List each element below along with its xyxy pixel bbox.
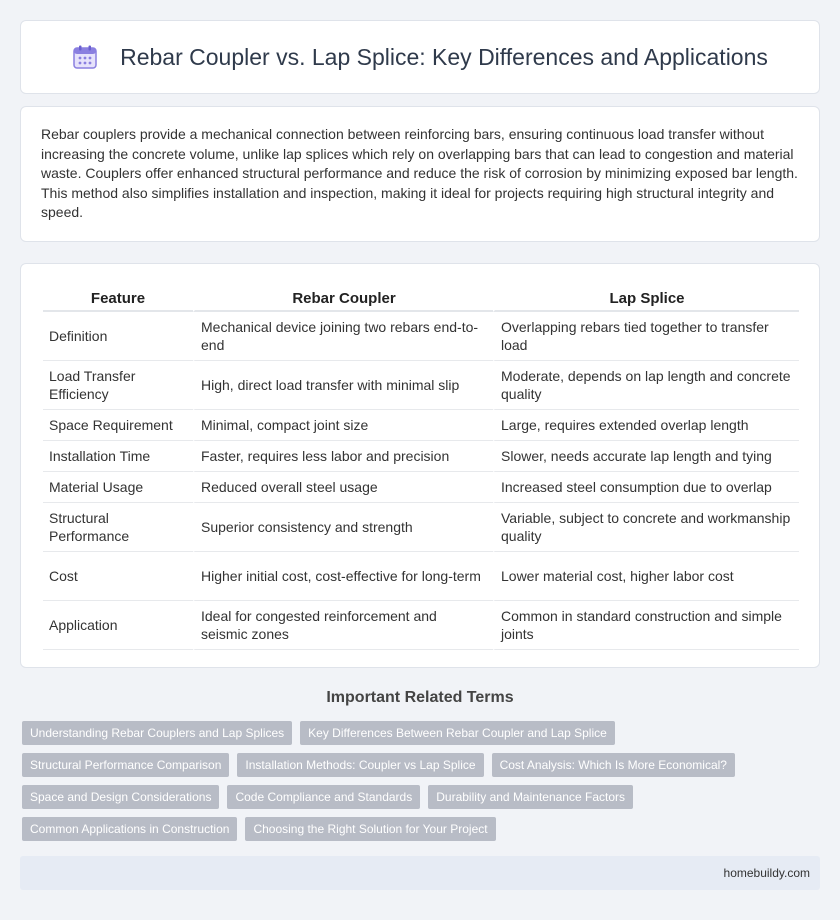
feature-cell: Load Transfer Efficiency <box>43 361 193 410</box>
comparison-table <box>43 284 799 650</box>
related-term-tag[interactable]: Cost Analysis: Which Is More Economical? <box>492 753 735 777</box>
header-feature: Feature <box>43 284 193 312</box>
title-card <box>20 20 820 94</box>
lap-splice-cell: Increased steel consumption due to overlap <box>493 472 799 503</box>
related-term-tag[interactable]: Common Applications in Construction <box>22 817 237 841</box>
coupler-cell: Higher initial cost, cost-effective for long-term <box>193 552 493 601</box>
table-row <box>43 601 799 650</box>
related-terms-list <box>22 721 822 841</box>
feature-cell: Material Usage <box>43 472 193 503</box>
header-lap-splice: Lap Splice <box>493 284 799 312</box>
related-term-tag[interactable]: Code Compliance and Standards <box>227 785 420 809</box>
coupler-cell: Superior consistency and strength <box>193 503 493 552</box>
calendar-icon <box>72 44 98 70</box>
lap-splice-cell: Slower, needs accurate lap length and tying <box>493 441 799 472</box>
lap-splice-cell: Moderate, depends on lap length and concrete quality <box>493 361 799 410</box>
table-header-row <box>43 284 799 312</box>
header-rebar-coupler: Rebar Coupler <box>193 284 493 312</box>
table-row <box>43 503 799 552</box>
title-row <box>72 44 768 71</box>
coupler-cell: Minimal, compact joint size <box>193 410 493 441</box>
coupler-cell: Mechanical device joining two rebars end-to-end <box>193 312 493 361</box>
lap-splice-cell: Lower material cost, higher labor cost <box>493 552 799 601</box>
related-term-tag[interactable]: Structural Performance Comparison <box>22 753 229 777</box>
intro-card <box>20 106 820 242</box>
coupler-cell: High, direct load transfer with minimal slip <box>193 361 493 410</box>
feature-cell: Application <box>43 601 193 650</box>
page-title: Rebar Coupler vs. Lap Splice: Key Differences and Applications <box>120 43 768 70</box>
table-row <box>43 441 799 472</box>
related-term-tag[interactable]: Understanding Rebar Couplers and Lap Splices <box>22 721 292 745</box>
feature-cell: Space Requirement <box>43 410 193 441</box>
coupler-cell: Faster, requires less labor and precision <box>193 441 493 472</box>
feature-cell: Structural Performance <box>43 503 193 552</box>
lap-splice-cell: Variable, subject to concrete and workmanship quality <box>493 503 799 552</box>
footer <box>20 856 820 890</box>
table-row <box>43 472 799 503</box>
footer-site-name[interactable]: homebuildy.com <box>723 866 810 880</box>
related-terms-heading: Important Related Terms <box>326 689 514 706</box>
related-term-tag[interactable]: Durability and Maintenance Factors <box>428 785 633 809</box>
intro-paragraph: Rebar couplers provide a mechanical connection between reinforcing bars, ensuring continuous load transfer without increasing the concrete volume, unlike lap splices which rely on overlapping bars that can lead to congestion and material waste. Couplers offer enhanced structural performance and reduce the risk of corrosion by minimizing exposed bar length. This method also simplifies installation and inspection, making it ideal for projects requiring high structural integrity and speed. <box>41 126 798 220</box>
related-term-tag[interactable]: Choosing the Right Solution for Your Project <box>245 817 495 841</box>
feature-cell: Installation Time <box>43 441 193 472</box>
related-term-tag[interactable]: Space and Design Considerations <box>22 785 219 809</box>
table-row <box>43 410 799 441</box>
table-row <box>43 361 799 410</box>
feature-cell: Cost <box>43 552 193 601</box>
related-term-tag[interactable]: Key Differences Between Rebar Coupler and Lap Splice <box>300 721 615 745</box>
lap-splice-cell: Overlapping rebars tied together to transfer load <box>493 312 799 361</box>
coupler-cell: Ideal for congested reinforcement and seismic zones <box>193 601 493 650</box>
table-row <box>43 552 799 601</box>
table-row <box>43 312 799 361</box>
lap-splice-cell: Common in standard construction and simple joints <box>493 601 799 650</box>
lap-splice-cell: Large, requires extended overlap length <box>493 410 799 441</box>
coupler-cell: Reduced overall steel usage <box>193 472 493 503</box>
comparison-table-card <box>20 263 820 668</box>
related-term-tag[interactable]: Installation Methods: Coupler vs Lap Splice <box>237 753 483 777</box>
feature-cell: Definition <box>43 312 193 361</box>
